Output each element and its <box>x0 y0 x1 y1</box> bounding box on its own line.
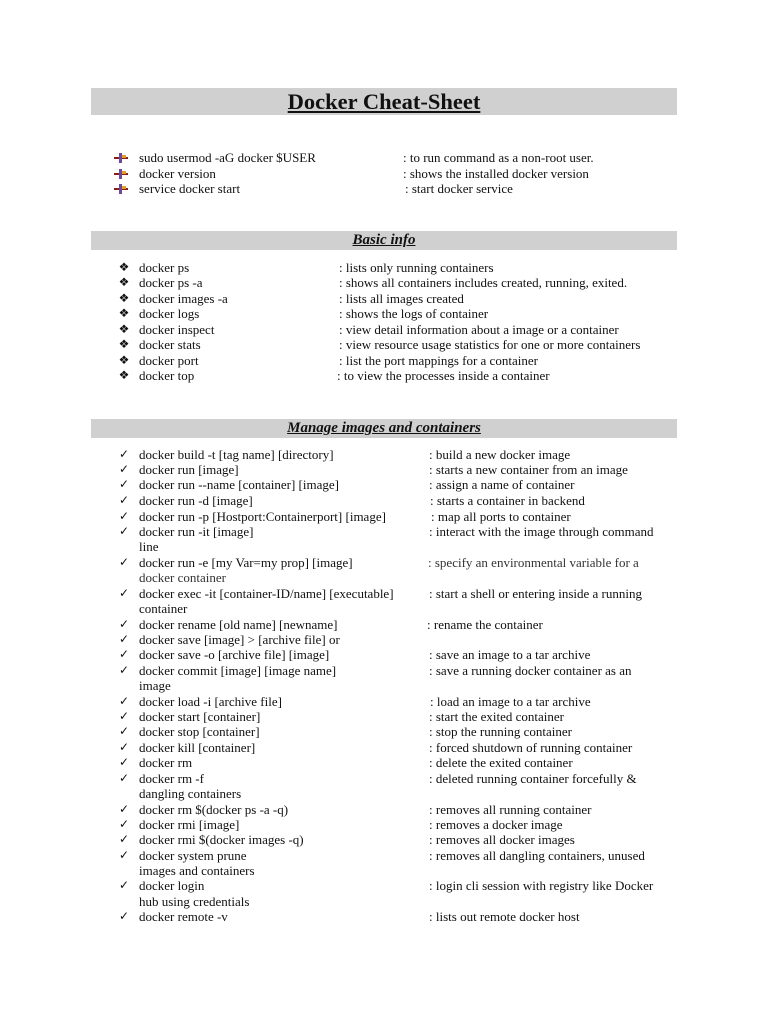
command-text: docker inspect <box>139 322 215 337</box>
continuation-text: images and containers <box>139 863 255 878</box>
manage-band <box>91 419 677 438</box>
flag-bullet-icon <box>114 153 128 163</box>
description-text: : save a running docker container as an <box>429 663 632 678</box>
setup-description: : shows the installed docker version <box>403 166 589 181</box>
checkmark-bullet-icon: ✓ <box>118 817 130 831</box>
setup-description: : start docker service <box>405 181 513 196</box>
command-text: docker run -d [image] <box>139 493 253 508</box>
basic-info-heading: Basic info <box>352 232 416 248</box>
command-text: docker save -o [archive file] [image] <box>139 647 330 662</box>
description-text: : starts a container in backend <box>430 493 585 508</box>
command-text: docker kill [container] <box>139 740 256 755</box>
description-text: : assign a name of container <box>429 477 575 492</box>
checkmark-bullet-icon: ✓ <box>118 477 130 491</box>
diamond-bullet-icon: ❖ <box>118 337 130 351</box>
command-text: docker run -it [image] <box>139 524 254 539</box>
description-text: : removes all dangling containers, unused <box>429 848 645 863</box>
checkmark-bullet-icon: ✓ <box>118 740 130 754</box>
description-text: : rename the container <box>427 617 543 632</box>
description-text: : login cli session with registry like Docker <box>429 878 654 893</box>
description-text: : list the port mappings for a container <box>339 353 538 368</box>
diamond-bullet-icon: ❖ <box>118 353 130 367</box>
command-text: docker run -p [Hostport:Containerport] [image] <box>139 509 386 524</box>
diamond-bullet-icon: ❖ <box>118 291 130 305</box>
description-text: : build a new docker image <box>429 447 571 462</box>
checkmark-bullet-icon: ✓ <box>118 755 130 769</box>
continuation-text: container <box>139 601 188 616</box>
command-text: docker port <box>139 353 199 368</box>
command-text: docker stats <box>139 337 201 352</box>
diamond-bullet-icon: ❖ <box>118 368 130 382</box>
checkmark-bullet-icon: ✓ <box>118 709 130 723</box>
basic-info-band <box>91 231 677 250</box>
description-text: : stop the running container <box>429 724 572 739</box>
command-text: docker logs <box>139 306 200 321</box>
command-text: docker rm -f <box>139 771 204 786</box>
description-text: : shows all containers includes created, running, exited. <box>339 275 628 290</box>
description-text: : start a shell or entering inside a running <box>429 586 643 601</box>
description-text: : view detail information about a image or a container <box>339 322 619 337</box>
flag-bullet-icon <box>114 169 128 179</box>
checkmark-bullet-icon: ✓ <box>118 555 130 569</box>
command-text: docker exec -it [container-ID/name] [executable] <box>139 586 394 601</box>
command-text: docker rmi [image] <box>139 817 240 832</box>
checkmark-bullet-icon: ✓ <box>118 724 130 738</box>
diamond-bullet-icon: ❖ <box>118 322 130 336</box>
description-text: : lists out remote docker host <box>429 909 580 924</box>
checkmark-bullet-icon: ✓ <box>118 632 130 646</box>
description-text: : shows the logs of container <box>339 306 489 321</box>
manage-heading: Manage images and containers <box>287 420 481 436</box>
checkmark-bullet-icon: ✓ <box>118 802 130 816</box>
command-text: docker run [image] <box>139 462 239 477</box>
command-text: docker rm $(docker ps -a -q) <box>139 802 289 817</box>
continuation-text: image <box>139 678 171 693</box>
continuation-text: dangling containers <box>139 786 242 801</box>
checkmark-bullet-icon: ✓ <box>118 509 130 523</box>
diamond-bullet-icon: ❖ <box>118 260 130 274</box>
page-title: Docker Cheat-Sheet <box>287 89 481 114</box>
continuation-text: docker container <box>139 570 226 585</box>
command-text: docker system prune <box>139 848 247 863</box>
description-text: : specify an environmental variable for a <box>428 555 639 570</box>
description-text: : lists only running containers <box>339 260 494 275</box>
flag-bullet-icon <box>114 184 128 194</box>
checkmark-bullet-icon: ✓ <box>118 694 130 708</box>
command-text: docker rename [old name] [newname] <box>139 617 338 632</box>
description-text: : load an image to a tar archive <box>430 694 591 709</box>
command-text: docker ps -a <box>139 275 203 290</box>
description-text: : save an image to a tar archive <box>429 647 591 662</box>
description-text: : removes all docker images <box>429 832 575 847</box>
checkmark-bullet-icon: ✓ <box>118 909 130 923</box>
description-text: : deleted running container forcefully & <box>429 771 637 786</box>
command-text: docker run --name [container] [image] <box>139 477 339 492</box>
diamond-bullet-icon: ❖ <box>118 275 130 289</box>
description-text: : start the exited container <box>429 709 565 724</box>
continuation-text: hub using credentials <box>139 894 250 909</box>
checkmark-bullet-icon: ✓ <box>118 447 130 461</box>
command-text: docker rmi $(docker images -q) <box>139 832 304 847</box>
command-text: docker ps <box>139 260 190 275</box>
checkmark-bullet-icon: ✓ <box>118 586 130 600</box>
checkmark-bullet-icon: ✓ <box>118 832 130 846</box>
command-text: docker run -e [my Var=my prop] [image] <box>139 555 353 570</box>
description-text: : removes a docker image <box>429 817 563 832</box>
setup-command: sudo usermod -aG docker $USER <box>139 150 316 165</box>
command-text: docker rm <box>139 755 193 770</box>
description-text: : interact with the image through command <box>429 524 654 539</box>
setup-description: : to run command as a non-root user. <box>403 150 594 165</box>
command-text: docker login <box>139 878 205 893</box>
command-text: docker start [container] <box>139 709 261 724</box>
checkmark-bullet-icon: ✓ <box>118 878 130 892</box>
continuation-text: line <box>139 539 159 554</box>
checkmark-bullet-icon: ✓ <box>118 493 130 507</box>
description-text: : to view the processes inside a container <box>337 368 550 383</box>
command-text: docker build -t [tag name] [directory] <box>139 447 334 462</box>
checkmark-bullet-icon: ✓ <box>118 617 130 631</box>
checkmark-bullet-icon: ✓ <box>118 663 130 677</box>
description-text: : map all ports to container <box>431 509 571 524</box>
command-text: docker top <box>139 368 195 383</box>
description-text: : removes all running container <box>429 802 592 817</box>
title-band <box>91 88 677 115</box>
description-text: : lists all images created <box>339 291 464 306</box>
checkmark-bullet-icon: ✓ <box>118 848 130 862</box>
description-text: : forced shutdown of running container <box>429 740 633 755</box>
description-text: : starts a new container from an image <box>429 462 628 477</box>
command-text: docker commit [image] [image name] <box>139 663 337 678</box>
description-text: : delete the exited container <box>429 755 573 770</box>
command-text: docker stop [container] <box>139 724 260 739</box>
diamond-bullet-icon: ❖ <box>118 306 130 320</box>
checkmark-bullet-icon: ✓ <box>118 524 130 538</box>
command-text: docker remote -v <box>139 909 228 924</box>
checkmark-bullet-icon: ✓ <box>118 462 130 476</box>
description-text: : view resource usage statistics for one or more containers <box>339 337 641 352</box>
setup-command: docker version <box>139 166 216 181</box>
checkmark-bullet-icon: ✓ <box>118 771 130 785</box>
command-text: docker save [image] > [archive file] or <box>139 632 340 647</box>
checkmark-bullet-icon: ✓ <box>118 647 130 661</box>
setup-command: service docker start <box>139 181 241 196</box>
command-text: docker load -i [archive file] <box>139 694 282 709</box>
command-text: docker images -a <box>139 291 228 306</box>
